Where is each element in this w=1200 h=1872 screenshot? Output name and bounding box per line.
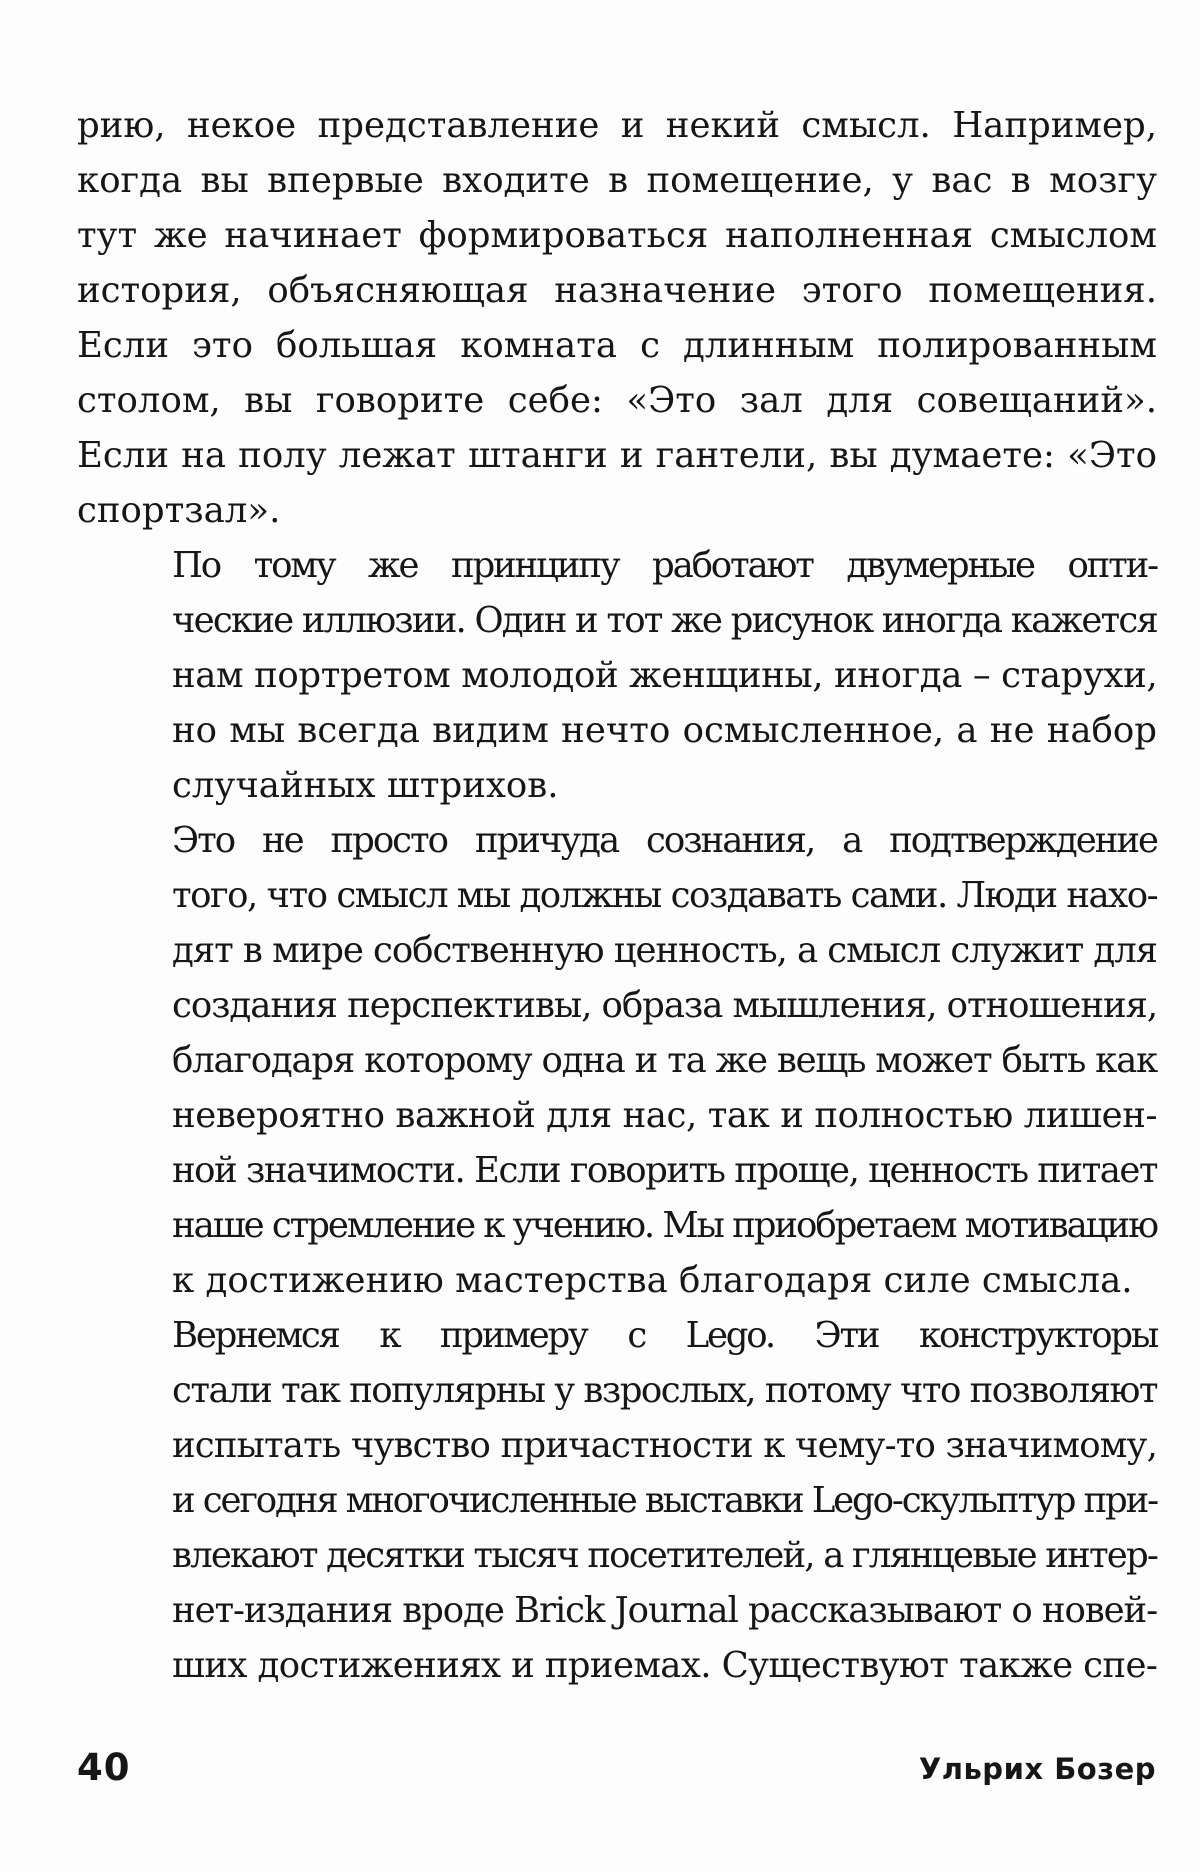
text-line: но мы всегда видим нечто осмысленное, а не набор — [172, 710, 1157, 751]
text-line: того, что смысл мы должны создавать сами. Люди нахо- — [172, 875, 1158, 916]
text-line: Если на полу лежат штанги и гантели, вы думаете: «Это — [77, 435, 1157, 476]
body-text — [77, 98, 1157, 1693]
text-line: испытать чувство причастности к чему-то значимому, — [172, 1425, 1157, 1466]
text-line: рию, некое представление и некий смысл. Например, — [77, 105, 1157, 146]
text-line: создания перспективы, образа мышления, отношения, — [172, 985, 1158, 1026]
text-line: стали так популярны у взрослых, потому что позволяют — [172, 1370, 1157, 1411]
text-line: случайных штрихов. — [172, 765, 559, 806]
text-line: ческие иллюзии. Один и тот же рисунок иногда кажется — [172, 600, 1158, 641]
text-line: тут же начинает формироваться наполненная смыслом — [77, 215, 1157, 256]
text-line: ших достижениях и приемах. Существуют также спе- — [172, 1645, 1158, 1686]
text-line: к достижению мастерства благодаря силе смысла. — [172, 1260, 1133, 1301]
text-line: столом, вы говорите себе: «Это зал для совещаний». — [77, 380, 1157, 421]
text-line: дят в мире собственную ценность, а смысл служит для — [172, 930, 1157, 971]
paragraph — [77, 538, 1157, 813]
text-line: благодаря которому одна и та же вещь может быть как — [172, 1040, 1157, 1081]
paragraph — [77, 98, 1157, 538]
text-line: влекают десятки тысяч посетителей, а глянцевые интер- — [172, 1535, 1157, 1576]
text-line: ной значимости. Если говорить проще, ценность питает — [172, 1150, 1158, 1191]
text-line: когда вы впервые входите в помещение, у вас в мозгу — [77, 160, 1157, 201]
text-line: спортзал». — [77, 490, 281, 531]
page-number: 40 — [77, 1746, 131, 1789]
text-line: Вернемся к примеру с Lego. Эти конструкторы — [172, 1315, 1157, 1356]
running-footer-author: Ульрих Бозер — [918, 1752, 1156, 1786]
text-line: Если это большая комната с длинным полированным — [77, 325, 1157, 366]
paragraph — [77, 813, 1157, 1308]
text-line: По тому же принципу работают двумерные опти- — [172, 545, 1157, 586]
text-line: история, объясняющая назначение этого помещения. — [77, 270, 1157, 311]
text-line: нет-издания вроде Brick Journal рассказывают о новей- — [172, 1590, 1157, 1631]
paragraph — [77, 1308, 1157, 1693]
text-line: наше стремление к учению. Мы приобретаем мотивацию — [172, 1205, 1157, 1246]
text-line: невероятно важной для нас, так и полностью лишен- — [172, 1095, 1158, 1136]
text-line: и сегодня многочисленные выставки Lego-скульптур при- — [172, 1480, 1157, 1521]
text-line: нам портретом молодой женщины, иногда – старухи, — [172, 655, 1158, 696]
text-line: Это не просто причуда сознания, а подтверждение — [172, 820, 1157, 861]
